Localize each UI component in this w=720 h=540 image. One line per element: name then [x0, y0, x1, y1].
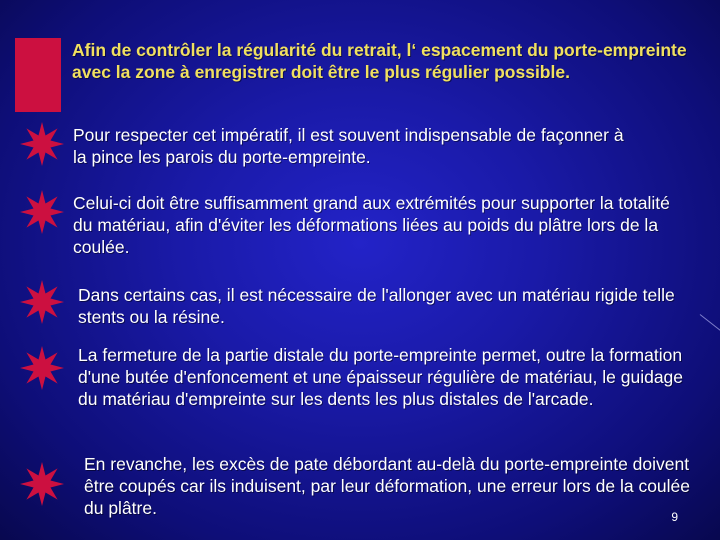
decorative-line	[700, 314, 720, 333]
paragraph-2: Celui-ci doit être suffisamment grand aux extrémités pour supporter la totalité du matériau, afin d'éviter les déformations liées au poids du plâtre lors de la coulée.	[73, 193, 670, 257]
paragraph-3: Dans certains cas, il est nécessaire de l'allonger avec un matériau rigide telle stents ou la résine.	[78, 285, 675, 327]
starburst-bullet-icon	[20, 280, 64, 324]
slide-title: Afin de contrôler la régularité du retrait, l‘ espacement du porte-empreinte avec la zone à enregistrer doit être le plus régulier possible.	[72, 40, 687, 82]
paragraph-5: En revanche, les excès de pate débordant au-delà du porte-empreinte doivent être coupés car ils induisent, par leur déformation, une erreur lors de la coulée du plâtre.	[84, 454, 691, 518]
square-bullet-icon	[15, 38, 61, 112]
starburst-bullet-icon	[20, 462, 64, 506]
starburst-bullet-icon	[20, 190, 64, 234]
slide-number: 9	[671, 510, 678, 524]
starburst-bullet-icon	[20, 346, 64, 390]
starburst-bullet-icon	[20, 122, 64, 166]
paragraph-1: Pour respecter cet impératif, il est souvent indispensable de façonner à la pince les parois du porte-empreinte.	[73, 125, 624, 167]
paragraph-4: La fermeture de la partie distale du porte-empreinte permet, outre la formation d'une butée d'enfoncement et une épaisseur régulière de matériau, le guidage du matériau d'empreinte sur les dents les plus distales de l'arcade.	[78, 345, 684, 409]
